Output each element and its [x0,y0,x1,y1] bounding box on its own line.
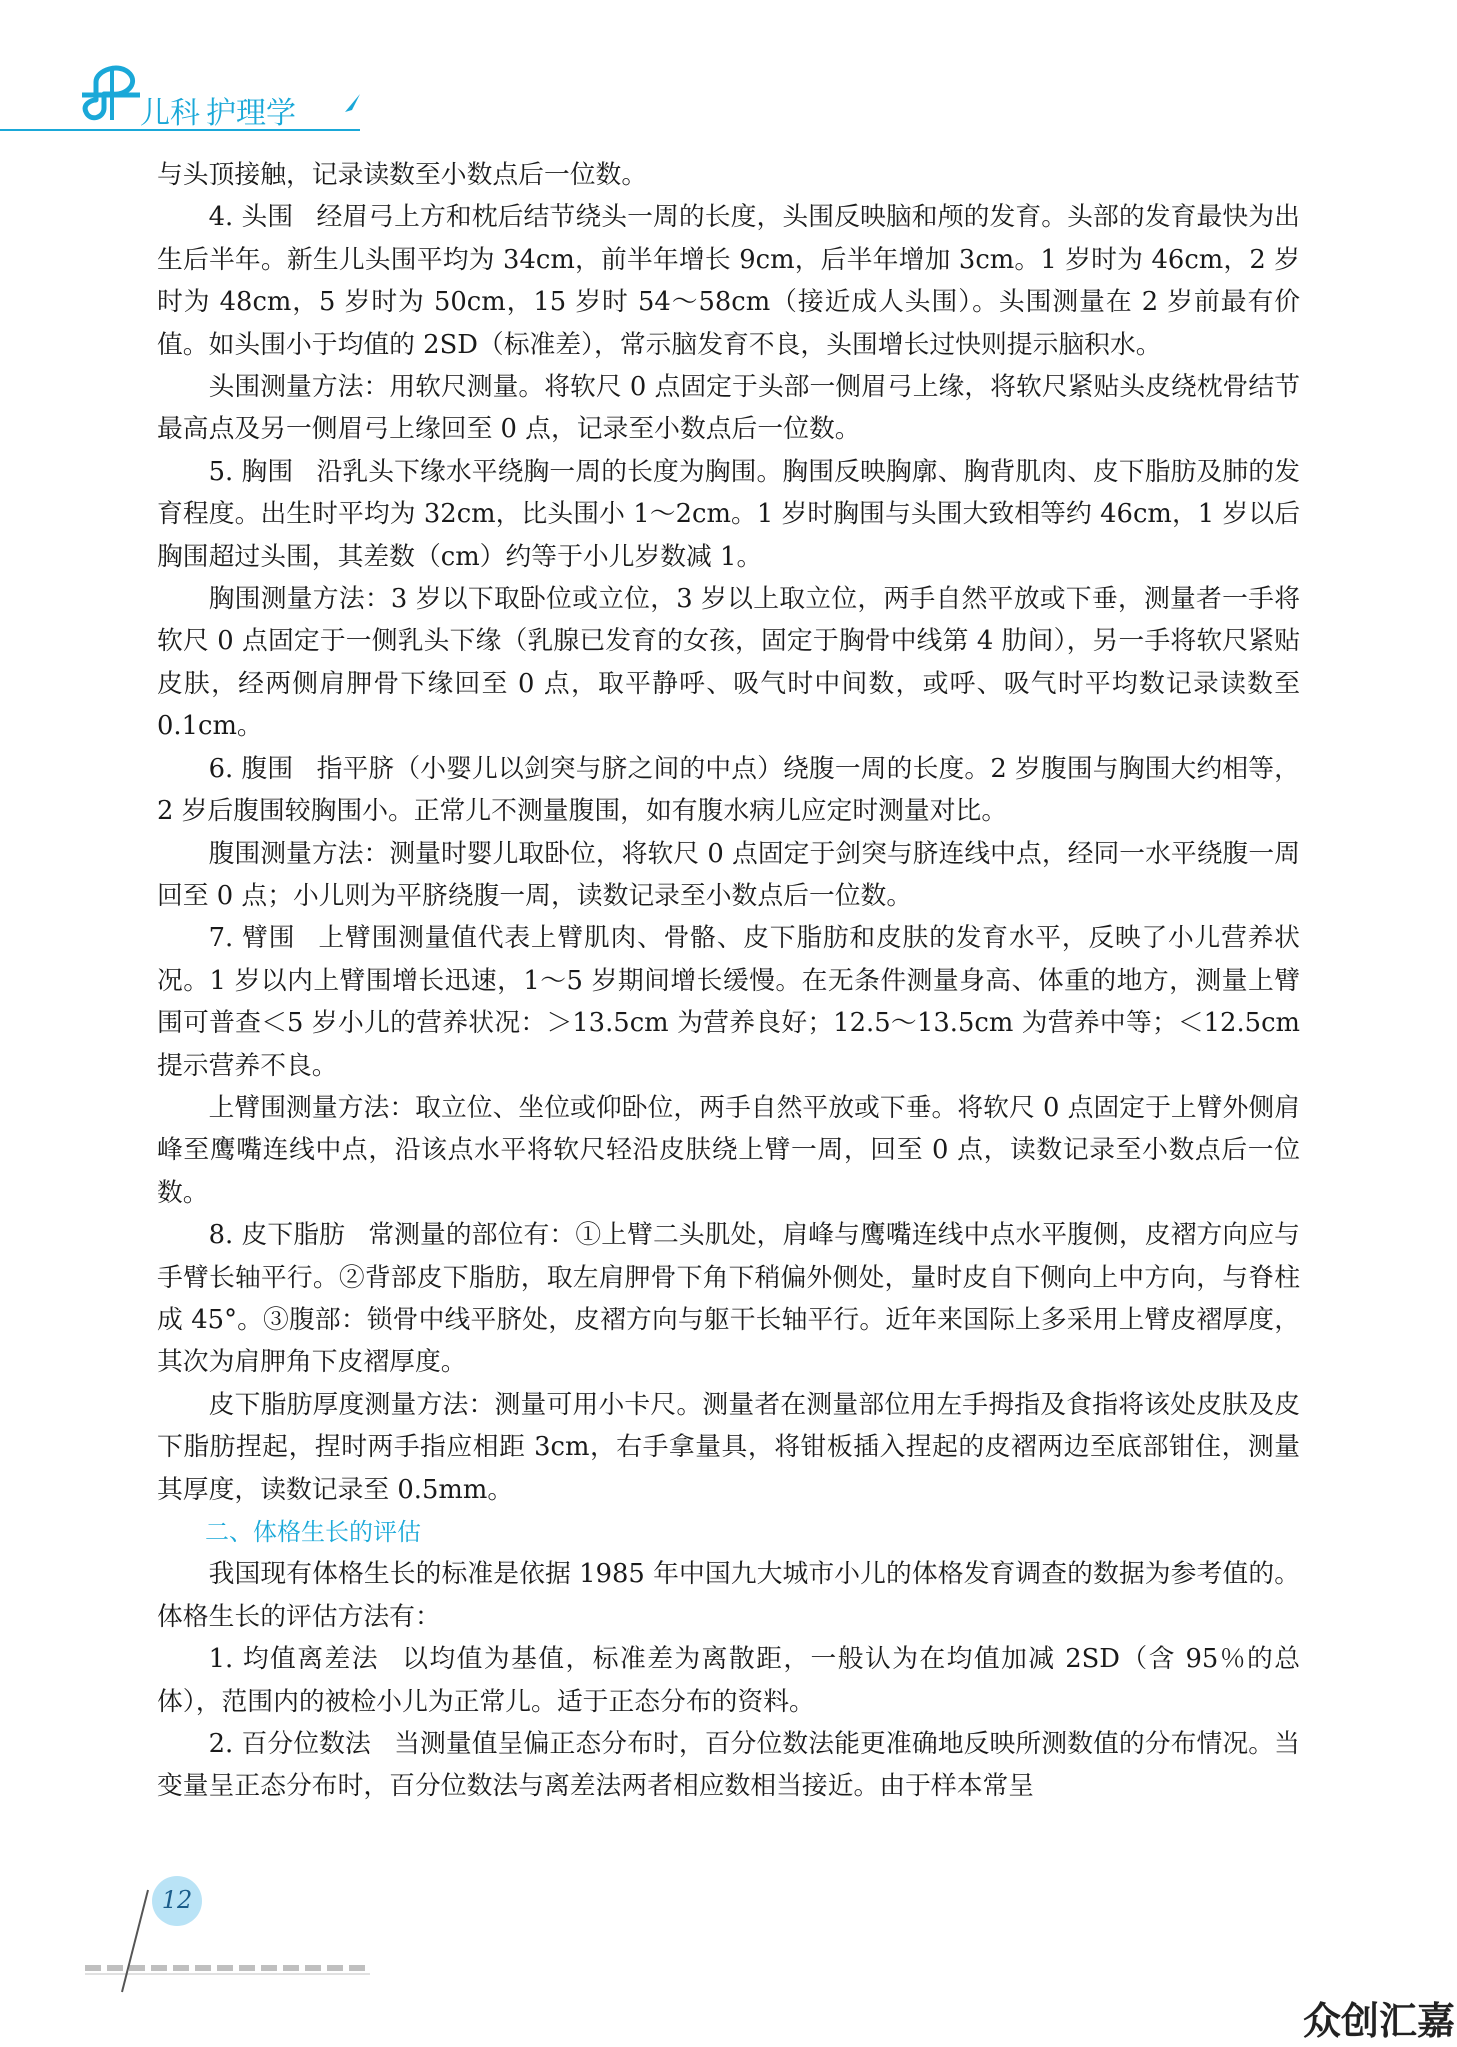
paragraph-text: 上臂围测量方法：取立位、坐位或仰卧位，两手自然平放或下垂。将软尺 0 点固定于上臂外侧肩峰至鹰嘴连线中点，沿该点水平将软尺轻沿皮肤绕上臂一周，回至 0 点，读数记录至小数点后一位数。 [157,1092,1300,1208]
body-paragraph [157,578,1300,748]
body-paragraph [157,451,1300,578]
paragraph-text: 沿乳头下缘水平绕胸一周的长度为胸围。胸围反映胸廓、胸背肌肉、皮下脂肪及肺的发育程度。出生时平均为 32cm，比头围小 1～2cm。1 岁时胸围与头围大致相等约 46cm，1 岁以后胸围超过头围，其差数（cm）约等于小儿岁数减 1。 [157,456,1301,572]
paragraph-text: 与头顶接触，记录读数至小数点后一位数。 [157,160,648,190]
paragraph-text: 腹围测量方法：测量时婴儿取卧位，将软尺 0 点固定于剑突与脐连线中点，经同一水平绕腹一周回至 0 点；小儿则为平脐绕腹一周，读数记录至小数点后一位数。 [157,838,1300,911]
item-label: 8. 皮下脂肪 [208,1220,346,1251]
body-paragraph [157,196,1300,366]
body-paragraph [157,833,1300,918]
brand-part1: 儿科 [140,96,200,131]
page-header [0,0,1457,140]
item-label: 6. 腹围 [208,753,294,784]
paragraph-text: 我国现有体格生长的标准是依据 1985 年中国九大城市小儿的体格发育调查的数据为参考值的。体格生长的评估方法有： [157,1559,1300,1632]
paragraph-text: 指平脐（小婴儿以剑突与脐之间的中点）绕腹一周的长度。2 岁腹围与胸围大约相等，2 岁后腹围较胸围小。正常儿不测量腹围，如有腹水病儿应定时测量对比。 [157,753,1300,827]
page-number: 12 [161,1886,193,1914]
body-paragraph [157,1087,1300,1214]
paragraph-text: 经眉弓上方和枕后结节绕头一周的长度，头围反映脑和颅的发育。头部的发育最快为出生后半年。新生儿头围平均为 34cm，前半年增长 9cm，后半年增加 3cm。1 岁时为 46cm，2 岁时为 48cm，5 岁时为 50cm，15 岁时 54～58cm（接近成人头围）。头围测量在 2 岁前最有价值。如头围小于均值的 2SD（标准差），常示脑发育不良，头围增长过快则提示脑积水。 [157,202,1300,360]
body-paragraph [157,1384,1300,1511]
item-label: 1. 均值离差法 [208,1644,379,1675]
brand-title [140,88,296,132]
header-arrow-icon [345,94,360,112]
item-label: 2. 百分位数法 [208,1729,371,1760]
body-paragraph [157,1638,1300,1723]
paragraph-text: 以均值为基值，标准差为离散距，一般认为在均值加减 2SD（含 95％的总体），范围内的被检小儿为正常儿。适于正态分布的资料。 [157,1644,1300,1717]
watermark: 众创汇嘉 [1302,1999,1455,2043]
body-paragraph [157,917,1300,1087]
paragraph-text: 上臂围测量值代表上臂肌肉、骨骼、皮下脂肪和皮肤的发育水平，反映了小儿营养状况。1 岁以内上臂围增长迅速，1～5 岁期间增长缓慢。在无条件测量身高、体重的地方，测量上臂围可普查＜5 岁小儿的营养状况：＞13.5cm 为营养良好；12.5～13.5cm 为营养中等；＜12.5cm 提示营养不良。 [157,923,1300,1081]
brand-part2: 护理学 [206,96,296,131]
item-label: 7. 臂围 [208,923,296,954]
body-paragraph [157,1553,1300,1638]
page-footer [0,1860,600,2000]
paragraph-text: 常测量的部位有：①上臂二头肌处，肩峰与鹰嘴连线中点水平腹侧，皮褶方向应与手臂长轴平行。②背部皮下脂肪，取左肩胛骨下角下稍偏外侧处，量时皮自下侧向上中方向，与脊柱成 45°。③腹部：锁骨中线平脐处，皮褶方向与躯干长轴平行。近年来国际上多采用上臂皮褶厚度，其次为肩胛角下皮褶厚度。 [157,1220,1300,1378]
section-heading: 二、体格生长的评估 [205,1518,421,1546]
paragraph-text: 皮下脂肪厚度测量方法：测量可用小卡尺。测量者在测量部位用左手拇指及食指将该处皮肤及皮下脂肪捏起，捏时两手指应相距 3cm，右手拿量具，将钳板插入捏起的皮褶两边至底部钳住，测量其厚度，读数记录至 0.5mm。 [157,1389,1300,1505]
footer-decoration [0,1860,600,2000]
paragraph-text: 胸围测量方法：3 岁以下取卧位或立位，3 岁以上取立位，两手自然平放或下垂，测量者一手将软尺 0 点固定于一侧乳头下缘（乳腺已发育的女孩，固定于胸骨中线第 4 肋间），另一手将软尺紧贴皮肤，经两侧肩胛骨下缘回至 0 点，取平静呼、吸气时中间数，或呼、吸气时平均数记录读数至 0.1cm。 [157,584,1300,742]
item-label: 5. 胸围 [208,456,294,487]
logo-icon [82,68,140,120]
paragraph-text: 头围测量方法：用软尺测量。将软尺 0 点固定于头部一侧眉弓上缘，将软尺紧贴头皮绕枕骨结节最高点及另一侧眉弓上缘回至 0 点，记录至小数点后一位数。 [157,372,1300,445]
footer-slash [122,1890,148,1992]
body-paragraph [157,1723,1300,1808]
body-paragraph [157,748,1300,833]
body-paragraph [157,366,1300,451]
paragraph-text: 当测量值呈偏正态分布时，百分位数法能更准确地反映所测数值的分布情况。当变量呈正态分布时，百分位数法与离差法两者相应数相当接近。由于样本常呈 [157,1729,1300,1802]
body-paragraph [157,1214,1300,1384]
body-paragraph [157,154,1300,196]
page-body [157,154,1300,1808]
item-label: 4. 头围 [208,202,294,233]
